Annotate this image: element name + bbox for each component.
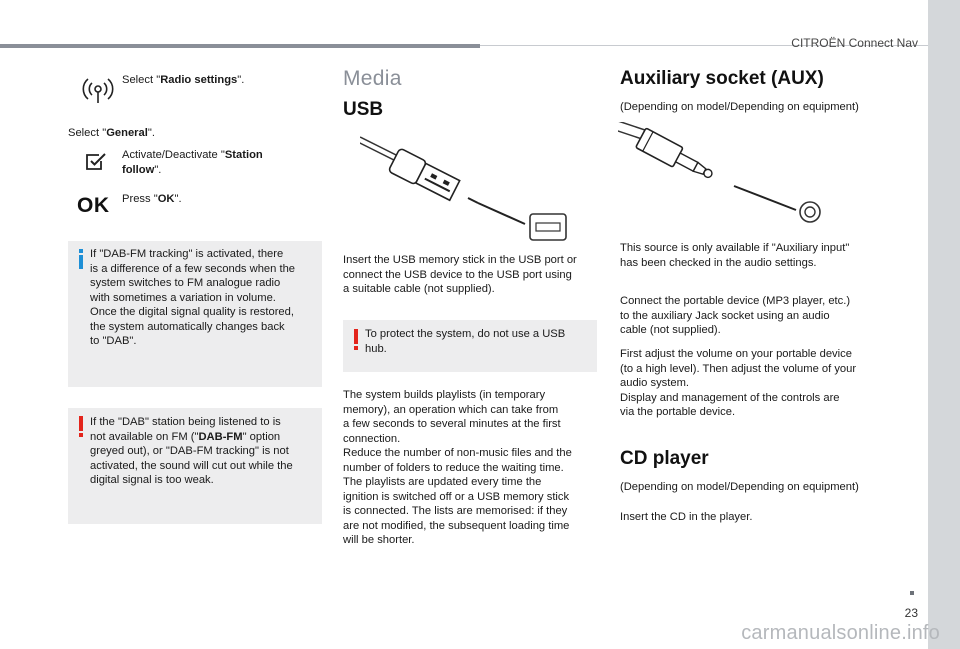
aux-depending-text: (Depending on model/Depending on equipment) [620,101,859,113]
press-ok-text: Press "OK". [122,193,182,205]
station-follow-text: Activate/Deactivate "Station follow". [122,149,263,176]
usb-warning-text: To protect the system, do not use a USB hub. [365,328,566,355]
cd-depending-text: (Depending on model/Depending on equipment) [620,481,859,493]
usb-insert-text: Insert the USB memory stick in the USB port or connect the USB device to the USB port using a suitable cable (not supplied). [343,254,577,295]
page-header-brand: CITROËN Connect Nav [791,36,918,50]
info-note-text: If "DAB-FM tracking" is activated, there is a difference of a few seconds when the system switches to FM analogue radio with sometimes a variation in volume. Once the digital signal quality is restored, the system automatically changes back to "DAB". [90,248,296,347]
aux-volume-text: First adjust the volume on your portable device (to a high level). Then adjust the volume of your audio system. Display and management of the controls are via the portable device. [620,348,857,418]
cd-insert-text: Insert the CD in the player. [620,511,753,523]
side-strip [928,0,960,649]
aux-jack-illustration [618,122,828,226]
playlist-text: The system builds playlists (in temporary memory), an operation which can take from a few seconds to several minutes at the first connection. Reduce the number of non-music files and the number of folders to reduce the waiting time. The playlists are updated every time the ignition is switched off or a USB memory stick is connected. The lists are memorised: if they are not modified, the subsequent loading time will be shorter. [343,389,572,546]
radio-settings-icon [82,72,116,106]
info-note [68,241,322,387]
page-number: 23 [904,606,918,620]
top-bar [0,44,480,48]
watermark: carmanualsonline.info [741,622,940,644]
select-general-text: Select "General". [68,127,155,139]
usb-heading: USB [343,99,384,120]
radio-settings-text: Select "Radio settings". [122,74,245,86]
aux-heading: Auxiliary socket (AUX) [620,68,824,89]
cd-heading: CD player [620,448,709,469]
warning-note-text: If the "DAB" station being listened to is not available on FM ("DAB-FM" option greyed out), or "DAB-FM tracking" is not activated, the sound will cut out while the digital signal is too weak. [90,416,293,486]
usb-warning-note [343,320,597,372]
aux-connect-text: Connect the portable device (MP3 player, etc.) to the auxiliary Jack socket using an audio cable (not supplied). [620,295,851,336]
warning-icon [77,416,85,443]
checkbox-icon [84,150,108,174]
media-heading: Media [343,67,402,90]
warning-icon [352,329,360,356]
warning-note [68,408,322,524]
ok-icon: OK [77,194,110,217]
usb-plug-illustration [360,130,572,242]
page-marker [910,591,914,595]
info-icon [77,249,85,274]
aux-source-text: This source is only available if "Auxiliary input" has been checked in the audio settings. [620,242,850,269]
